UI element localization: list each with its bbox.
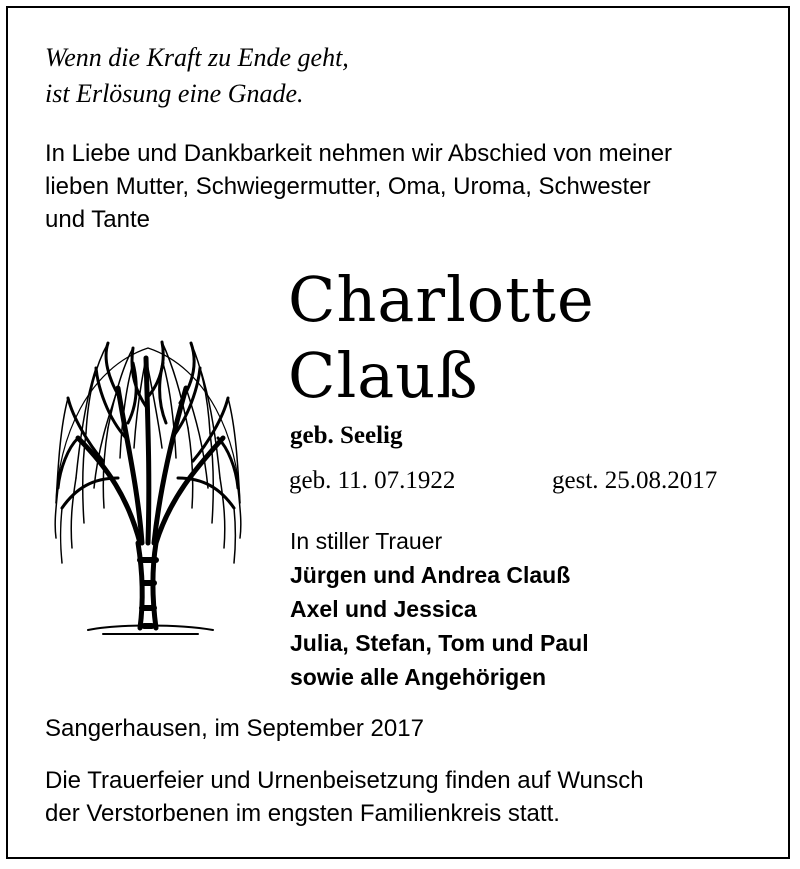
mourners-heading: In stiller Trauer [290, 528, 443, 554]
birth-date: geb. 11. 07.1922 [289, 467, 456, 494]
mourner-line: sowie alle Angehörigen [290, 664, 547, 690]
funeral-note [45, 764, 644, 830]
obituary-quote [45, 40, 349, 112]
quote-line-1: Wenn die Kraft zu Ende geht, [45, 43, 349, 72]
funeral-note-line-1: Die Trauerfeier und Urnenbeisetzung finden auf Wunsch [45, 767, 644, 794]
death-date: gest. 25.08.2017 [552, 467, 718, 494]
place-date: Sangerhausen, im September 2017 [45, 715, 424, 742]
intro-line-2: lieben Mutter, Schwiegermutter, Oma, Uroma, Schwester [45, 173, 651, 200]
intro-line-3: und Tante [45, 206, 150, 233]
deceased-first-name: Charlotte [288, 263, 595, 336]
quote-line-2: ist Erlösung eine Gnade. [45, 79, 304, 108]
intro-text [45, 137, 672, 236]
mourners-block [290, 524, 589, 694]
mourner-line: Julia, Stefan, Tom und Paul [290, 630, 589, 656]
mourner-line: Jürgen und Andrea Clauß [290, 562, 571, 588]
deceased-name [288, 262, 595, 414]
mourner-line: Axel und Jessica [290, 596, 477, 622]
funeral-note-line-2: der Verstorbenen im engsten Familienkreis statt. [45, 800, 560, 827]
birth-name: geb. Seelig [290, 422, 403, 449]
weeping-willow-tree-icon [48, 328, 248, 638]
intro-line-1: In Liebe und Dankbarkeit nehmen wir Abschied von meiner [45, 140, 673, 167]
deceased-last-name: Clauß [288, 339, 479, 412]
